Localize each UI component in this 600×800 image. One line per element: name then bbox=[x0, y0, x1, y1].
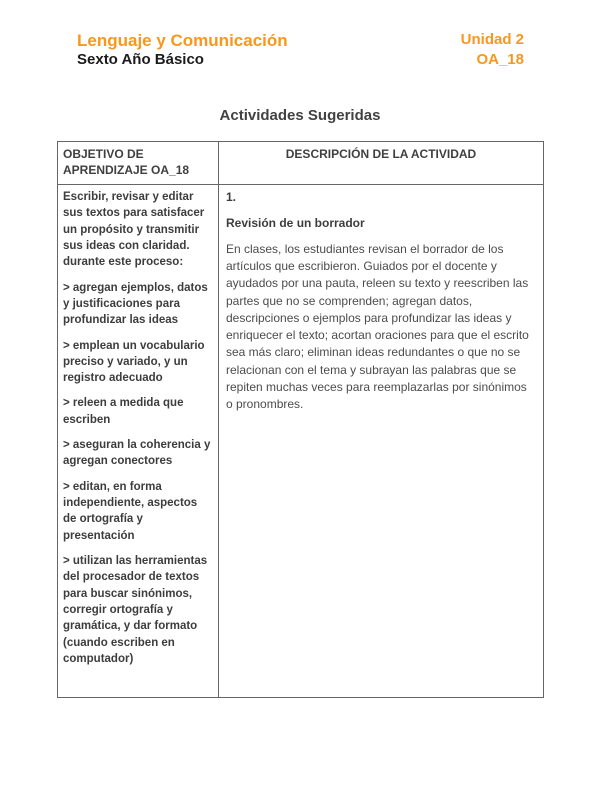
activities-table bbox=[57, 141, 544, 698]
objective-cell bbox=[58, 184, 219, 697]
document-header bbox=[0, 0, 600, 71]
grade-subtitle: Sexto Año Básico bbox=[77, 51, 204, 69]
objective-bullet: > utilizan las herramientas del procesador de textos para buscar sinónimos, corregir ortografía y gramática, y dar formato (cuando escriben en computador) bbox=[63, 555, 208, 666]
page-title: Actividades Sugeridas bbox=[219, 106, 381, 124]
activity-number: 1. bbox=[226, 189, 237, 204]
header-right-block bbox=[461, 30, 524, 71]
objective-bullet: > editan, en forma independiente, aspectos de ortografía y presentación bbox=[63, 480, 198, 542]
objective-bullet: > aseguran la coherencia y agregan conectores bbox=[63, 439, 211, 468]
objective-intro: Escribir, revisar y editar sus textos para satisfacer un propósito y transmitir sus ideas con claridad. durante este proceso: bbox=[63, 190, 205, 269]
activity-subtitle: Revisión de un borrador bbox=[226, 215, 365, 230]
activity-cell bbox=[219, 184, 544, 697]
oa-code-label: OA_18 bbox=[476, 51, 524, 69]
unit-label: Unidad 2 bbox=[460, 31, 524, 48]
objective-bullet: > emplean un vocabulario preciso y variado, y un registro adecuado bbox=[63, 339, 205, 385]
column-header-activity: DESCRIPCIÓN DE LA ACTIVIDAD bbox=[219, 141, 544, 184]
table-row bbox=[58, 184, 544, 697]
objective-bullet: > agregan ejemplos, datos y justificaciones para profundizar las ideas bbox=[63, 281, 208, 327]
subject-title: Lenguaje y Comunicación bbox=[77, 31, 288, 50]
column-header-objective: OBJETIVO DE APRENDIZAJE OA_18 bbox=[58, 141, 219, 184]
header-left-block bbox=[77, 30, 288, 70]
objective-bullet: > releen a medida que escriben bbox=[63, 397, 184, 426]
table-header-row bbox=[58, 141, 544, 184]
activity-description: En clases, los estudiantes revisan el borrador de los artículos que escribieron. Guiados por el docente y ayudados por una pauta, releen su texto y reescriben las partes que no se comprenden; agregan datos, descripciones o ejemplos para profundizar las ideas y enriquecer el texto; acortan oraciones para que el escrito sea más claro; eliminan ideas redundantes o que no se relacionan con el tema y subrayan las palabras que se repiten muchas veces para reemplazarlas por sinónimos o pronombres. bbox=[226, 241, 529, 412]
